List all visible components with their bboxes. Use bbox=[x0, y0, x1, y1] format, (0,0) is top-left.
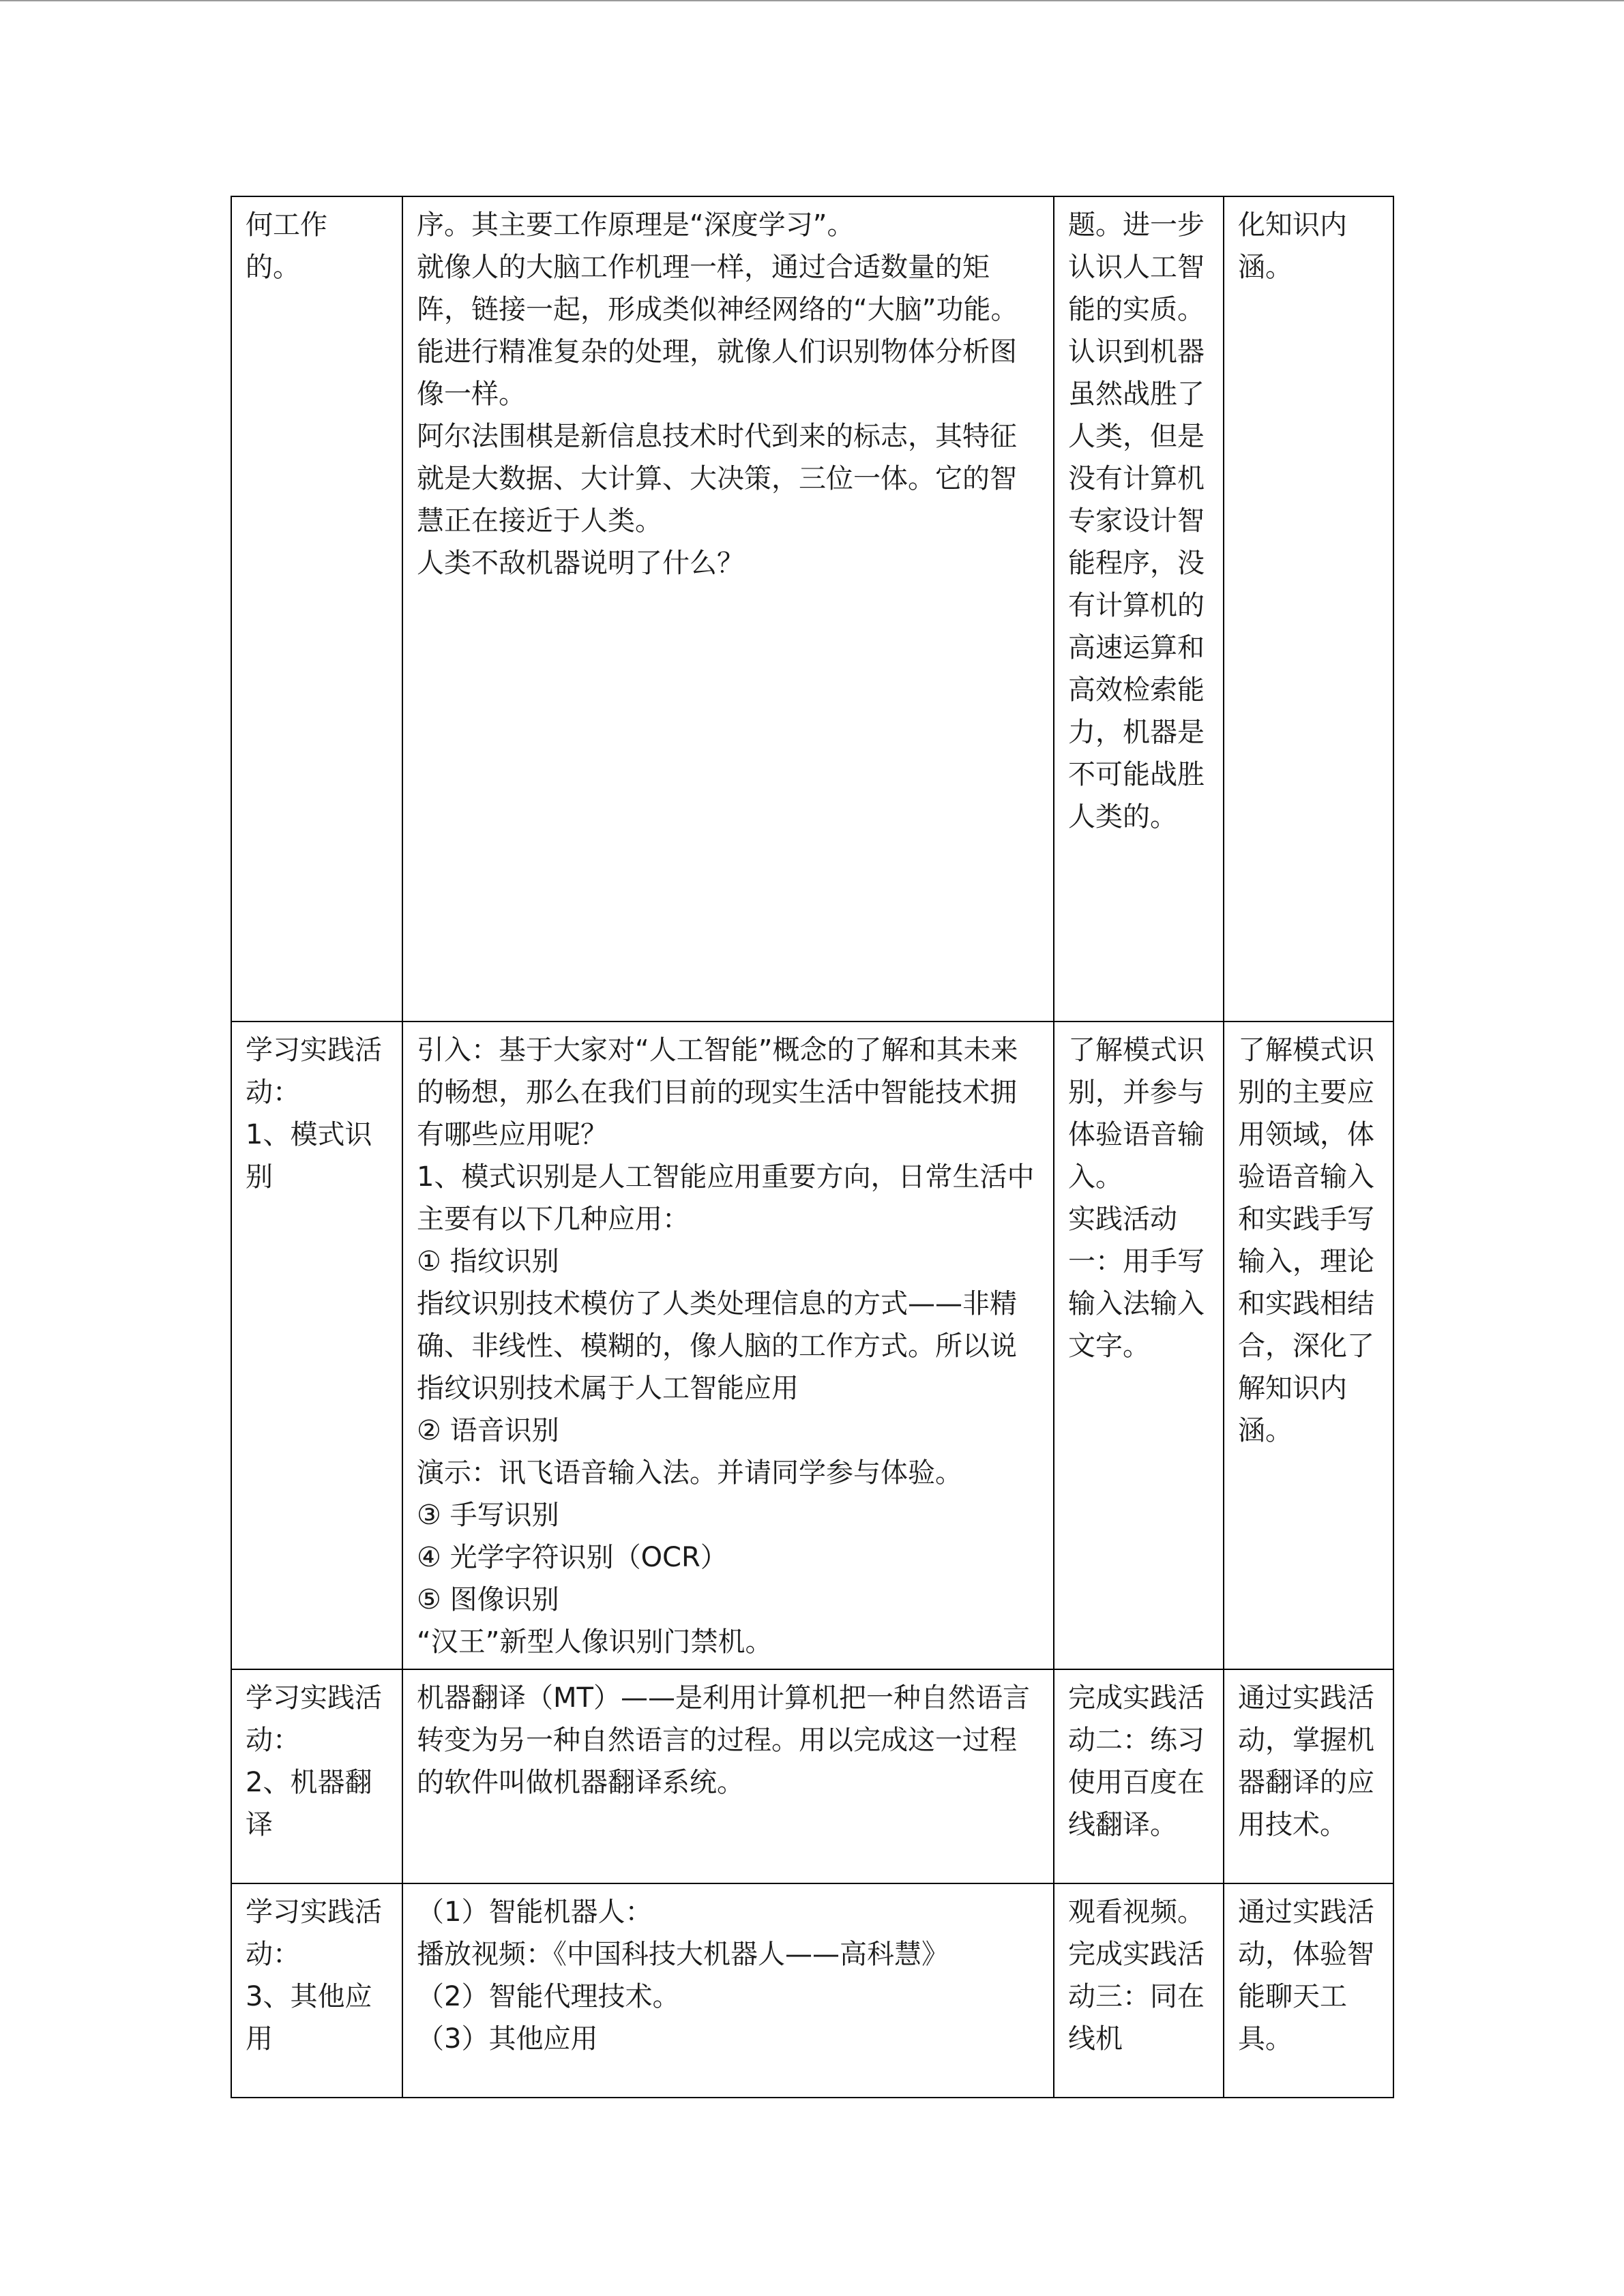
content-paragraph: 播放视频：《中国科技大机器人——高科慧》 bbox=[417, 1939, 949, 1970]
stage-line: 1、模式识别 bbox=[246, 1119, 372, 1193]
content-paragraph: 机器翻译（MT）——是利用计算机把一种自然语言转变为另一种自然语言的过程。用以完成这一过程的软件叫做机器翻译系统。 bbox=[417, 1682, 1030, 1798]
stage-line: 3、其他应用 bbox=[246, 1981, 372, 2055]
stage-line: 的。 bbox=[246, 252, 300, 283]
content-cell bbox=[402, 196, 1054, 1022]
content-paragraph: 演示：讯飞语音输入法。并请同学参与体验。 bbox=[417, 1457, 962, 1489]
content-paragraph: ③ 手写识别 bbox=[417, 1500, 559, 1531]
stage-line: 2、机器翻译 bbox=[246, 1767, 372, 1840]
content-paragraph: ② 语音识别 bbox=[417, 1415, 559, 1446]
intent-paragraph: 化知识内涵。 bbox=[1238, 209, 1347, 283]
content-paragraph: 引入：基于大家对“人工智能”概念的了解和其未来的畅想，那么在我们目前的现实生活中智能技术拥有哪些应用呢？ bbox=[417, 1034, 1018, 1150]
student-paragraph: 完成实践活动二：练习使用百度在线翻译。 bbox=[1068, 1682, 1205, 1840]
content-paragraph: 1、模式识别是人工智能应用重要方向，日常生活中主要有以下几种应用： bbox=[417, 1161, 1035, 1235]
content-paragraph: 人类不敌机器说明了什么？ bbox=[417, 548, 744, 579]
content-cell bbox=[402, 1669, 1054, 1883]
content-paragraph: （1）智能机器人： bbox=[417, 1896, 653, 1928]
stage-cell bbox=[231, 196, 402, 1022]
design-intent-cell bbox=[1224, 1883, 1393, 2098]
content-cell bbox=[402, 1883, 1054, 2098]
content-paragraph: ① 指纹识别 bbox=[417, 1246, 559, 1277]
stage-line: 何工作 bbox=[246, 209, 327, 241]
student-activity-cell bbox=[1054, 1883, 1224, 2098]
intent-paragraph: 通过实践活动，体验智能聊天工具。 bbox=[1238, 1896, 1374, 2055]
student-activity-cell bbox=[1054, 196, 1224, 1022]
student-activity-cell bbox=[1054, 1022, 1224, 1669]
lesson-plan-table bbox=[231, 196, 1394, 2098]
student-paragraph: 实践活动一：用手写输入法输入文字。 bbox=[1068, 1204, 1205, 1362]
content-paragraph: （3）其他应用 bbox=[417, 2023, 598, 2055]
student-paragraph: 认识到机器虽然战胜了人类，但是没有计算机专家设计智能程序，没有计算机的高速运算和高效检索能力，机器是不可能战胜人类的。 bbox=[1068, 336, 1205, 833]
stage-line: 学习实践活动： bbox=[246, 1034, 382, 1108]
intent-paragraph: 了解模式识别的主要应用领域，体验语音输入和实践手写输入，理论和实践相结合，深化了解知识内涵。 bbox=[1238, 1034, 1374, 1446]
stage-cell bbox=[231, 1669, 402, 1883]
content-paragraph: 指纹识别技术模仿了人类处理信息的方式——非精确、非线性、模糊的，像人脑的工作方式。所以说指纹识别技术属于人工智能应用 bbox=[417, 1288, 1017, 1404]
stage-cell bbox=[231, 1883, 402, 2098]
content-paragraph: “汉王”新型人像识别门禁机。 bbox=[417, 1626, 773, 1658]
student-activity-cell bbox=[1054, 1669, 1224, 1883]
content-paragraph: ④ 光学字符识别（OCR） bbox=[417, 1542, 728, 1573]
content-cell bbox=[402, 1022, 1054, 1669]
stage-cell bbox=[231, 1022, 402, 1669]
content-paragraph: ⑤ 图像识别 bbox=[417, 1584, 559, 1615]
content-paragraph: 阿尔法围棋是新信息技术时代到来的标志，其特征就是大数据、大计算、大决策，三位一体。它的智慧正在接近于人类。 bbox=[417, 421, 1017, 537]
design-intent-cell bbox=[1224, 1669, 1393, 1883]
table-row bbox=[231, 1883, 1393, 2098]
content-paragraph: 序。其主要工作原理是“深度学习”。 bbox=[417, 209, 855, 241]
design-intent-cell bbox=[1224, 196, 1393, 1022]
page-top-border bbox=[0, 0, 1624, 1]
intent-paragraph: 通过实践活动，掌握机器翻译的应用技术。 bbox=[1238, 1682, 1374, 1840]
table-row bbox=[231, 1669, 1393, 1883]
student-paragraph: 题。进一步认识人工智能的实质。 bbox=[1068, 209, 1205, 325]
table-row bbox=[231, 1022, 1393, 1669]
content-paragraph: 就像人的大脑工作机理一样，通过合适数量的矩阵，链接一起，形成类似神经网络的“大脑”功能。能进行精准复杂的处理，就像人们识别物体分析图像一样。 bbox=[417, 252, 1018, 410]
student-paragraph: 了解模式识别，并参与体验语音输入。 bbox=[1068, 1034, 1205, 1193]
stage-line: 学习实践活动： bbox=[246, 1896, 382, 1970]
content-paragraph: （2）智能代理技术。 bbox=[417, 1981, 680, 2012]
student-paragraph: 完成实践活动三：同在线机 bbox=[1068, 1939, 1205, 2055]
design-intent-cell bbox=[1224, 1022, 1393, 1669]
stage-line: 学习实践活动： bbox=[246, 1682, 382, 1756]
student-paragraph: 观看视频。 bbox=[1068, 1896, 1205, 1928]
table-row bbox=[231, 196, 1393, 1022]
